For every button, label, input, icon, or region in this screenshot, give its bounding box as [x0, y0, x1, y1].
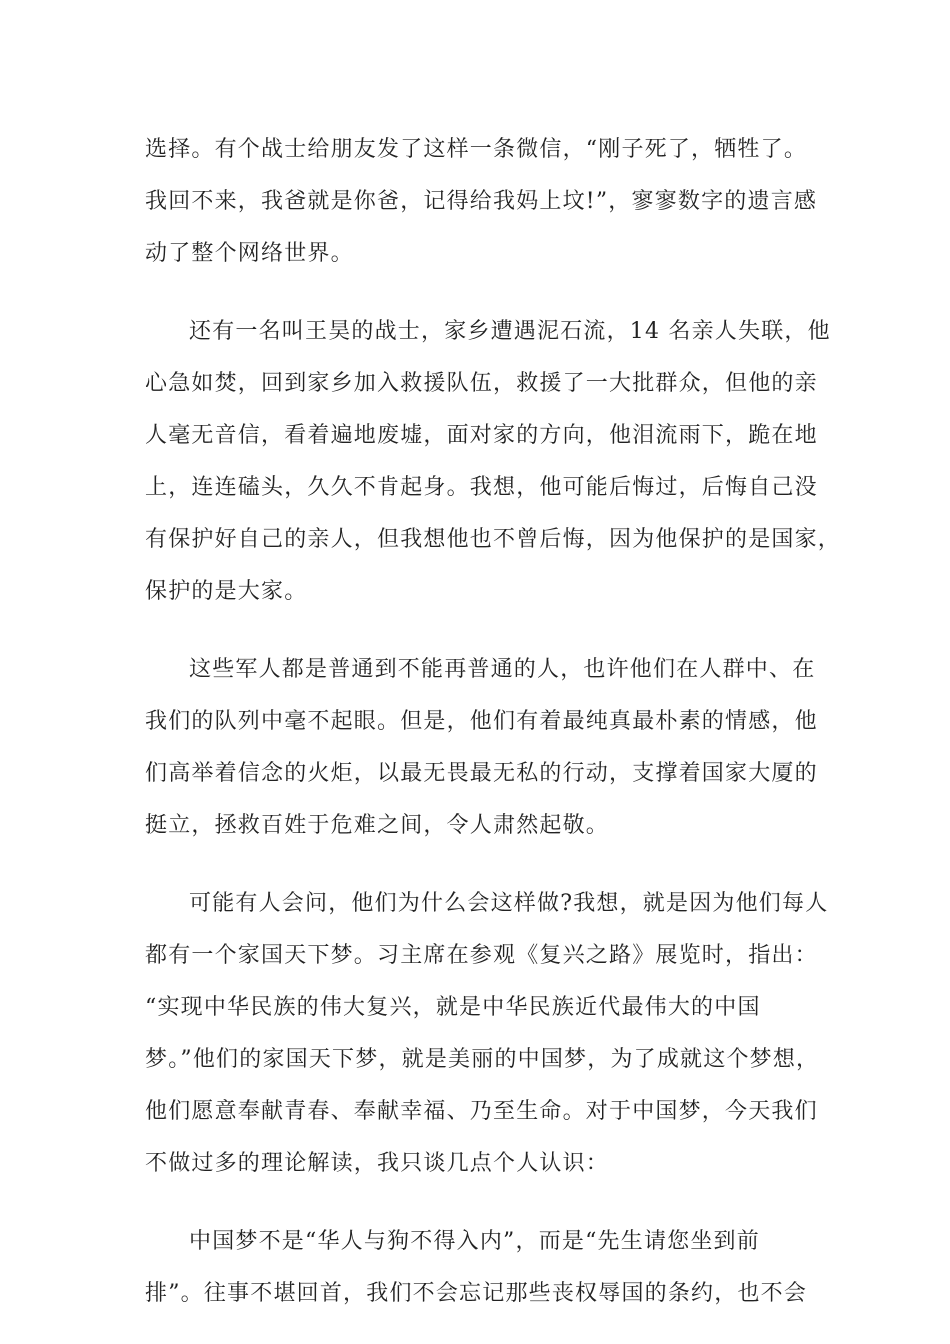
paragraph-1: [145, 124, 818, 280]
paragraph-line: “实现中华民族的伟大复兴，就是中华民族近代最伟大的中国: [145, 995, 761, 1020]
paragraph-line: 这些军人都是普通到不能再普通的人，也许他们在人群中、在: [189, 657, 816, 682]
paragraph-line: 挺立，拯救百姓于危难之间，令人肃然起敬。: [145, 813, 610, 838]
paragraph-2: [145, 306, 842, 618]
document-body: [145, 124, 842, 1320]
paragraph-5: [145, 1216, 808, 1320]
paragraph-line: 都有一个家国天下梦。习主席在参观《复兴之路》展览时，指出：: [145, 943, 818, 968]
paragraph-line: 可能有人会问，他们为什么会这样做?我想，就是因为他们每人: [189, 891, 829, 916]
paragraph-line: 动了整个网络世界。: [145, 241, 354, 266]
paragraph-line: 不做过多的理论解读，我只谈几点个人认识：: [145, 1151, 610, 1176]
paragraph-line: 他们愿意奉献青春、奉献幸福、乃至生命。对于中国梦，今天我们: [145, 1099, 818, 1124]
paragraph-line: 有保护好自己的亲人，但我想他也不曾后悔，因为他保护的是国家，: [145, 527, 842, 552]
paragraph-spacer: [145, 1190, 805, 1216]
paragraph-line: 梦。”他们的家国天下梦，就是美丽的中国梦，为了成就这个梦想，: [145, 1047, 820, 1072]
paragraph-line: 还有一名叫王昊的战士，家乡遭遇泥石流，14 名亲人失联，他: [189, 319, 831, 344]
paragraph-4: [145, 878, 829, 1190]
paragraph-line: 保护的是大家。: [145, 579, 308, 604]
paragraph-line: 选择。有个战士给朋友发了这样一条微信，“刚子死了，牺牲了。: [145, 137, 808, 162]
paragraph-line: 心急如焚，回到家乡加入救援队伍，救援了一大批群众，但他的亲: [145, 371, 818, 396]
paragraph-line: 我们的队列中毫不起眼。但是，他们有着最纯真最朴素的情感，他: [145, 709, 818, 734]
paragraph-spacer: [145, 852, 805, 878]
paragraph-line: 上，连连磕头，久久不肯起身。我想，他可能后悔过，后悔自己没: [145, 475, 818, 500]
paragraph-line: 排”。往事不堪回首，我们不会忘记那些丧权辱国的条约，也不会: [145, 1281, 808, 1306]
paragraph-line: 我回不来，我爸就是你爸，记得给我妈上坟!”，寥寥数字的遗言感: [145, 189, 818, 214]
paragraph-spacer: [145, 618, 805, 644]
paragraph-line: 们高举着信念的火炬，以最无畏最无私的行动，支撑着国家大厦的: [145, 761, 818, 786]
paragraph-spacer: [145, 280, 805, 306]
paragraph-3: [145, 644, 818, 852]
paragraph-line: 中国梦不是“华人与狗不得入内”，而是“先生请您坐到前: [189, 1229, 760, 1254]
paragraph-line: 人毫无音信，看着遍地废墟，面对家的方向，他泪流雨下，跪在地: [145, 423, 818, 448]
